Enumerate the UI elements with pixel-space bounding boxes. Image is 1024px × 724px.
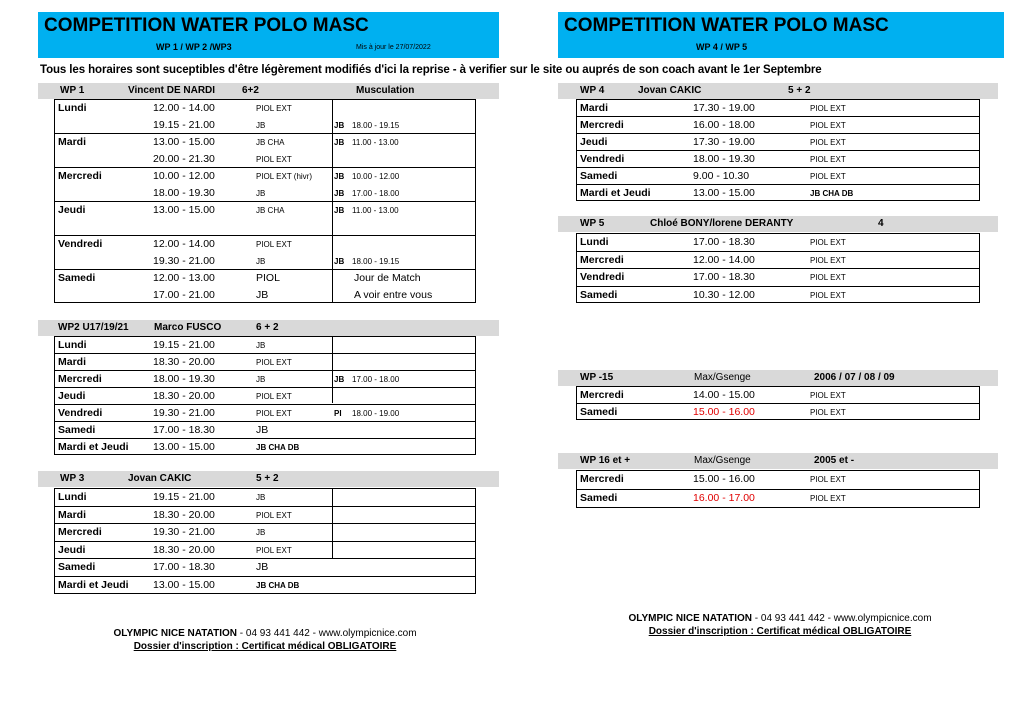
time-range: 17.00 - 18.30 bbox=[693, 271, 755, 283]
time-range: 10.30 - 12.00 bbox=[693, 288, 755, 301]
wp16-header bbox=[558, 453, 998, 469]
day-label: Lundi bbox=[58, 102, 87, 114]
wp15-table bbox=[576, 386, 980, 420]
location: PIOL EXT bbox=[256, 545, 292, 555]
time-range: 19.15 - 21.00 bbox=[153, 491, 215, 503]
time-range: 19.15 - 21.00 bbox=[153, 339, 215, 351]
location: JB CHA bbox=[256, 138, 285, 147]
wp1-row bbox=[55, 287, 475, 304]
extra-time: 10.00 - 12.00 bbox=[352, 172, 400, 181]
day-label: Vendredi bbox=[58, 238, 103, 250]
location: JB CHA DB bbox=[810, 189, 854, 198]
day-label: Mercredi bbox=[58, 373, 102, 385]
day-label: Jeudi bbox=[58, 204, 86, 216]
location: JB bbox=[256, 257, 266, 266]
divider bbox=[871, 268, 979, 269]
extra-time: 18.00 - 19.15 bbox=[352, 121, 400, 130]
wp15-coach: Max/Gsenge bbox=[694, 372, 751, 383]
location: JB bbox=[256, 121, 266, 130]
wp1-row bbox=[55, 270, 475, 287]
extra-time: 18.00 - 19.15 bbox=[352, 257, 400, 266]
time-range: 12.00 - 14.00 bbox=[153, 102, 215, 114]
time-range: 18.30 - 20.00 bbox=[153, 356, 215, 368]
footer-right-club: OLYMPIC NICE NATATION bbox=[628, 613, 752, 624]
time-range: 19.30 - 21.00 bbox=[153, 526, 215, 538]
wp4-row bbox=[577, 151, 979, 168]
divider bbox=[871, 251, 979, 252]
time-range: 17.30 - 19.00 bbox=[693, 136, 755, 148]
time-range: 16.00 - 18.00 bbox=[693, 119, 755, 131]
day-label: Mercredi bbox=[580, 389, 624, 401]
location: PIOL EXT (hivr) bbox=[256, 172, 313, 181]
wp16-coach: Max/Gsenge bbox=[694, 455, 751, 466]
wp1-extra: Musculation bbox=[356, 85, 415, 96]
wp1-header bbox=[38, 83, 499, 99]
location: PIOL EXT bbox=[256, 392, 292, 401]
day-label: Jeudi bbox=[58, 390, 86, 402]
wp1-row bbox=[55, 168, 475, 185]
extra-location: JB bbox=[334, 375, 345, 384]
divider bbox=[871, 167, 979, 168]
time-range: 18.30 - 20.00 bbox=[153, 543, 215, 556]
wp5-header bbox=[558, 216, 998, 232]
wp2-table bbox=[54, 336, 476, 455]
location: PIOL EXT bbox=[256, 358, 292, 367]
location: PIOL EXT bbox=[810, 408, 846, 417]
wp2-row bbox=[55, 439, 475, 456]
extra-location: PI bbox=[334, 409, 342, 418]
wp1-row bbox=[55, 236, 475, 253]
footer-left-dossier: Dossier d'inscription : Certificat médical OBLIGATOIRE bbox=[133, 641, 397, 652]
wp16-row bbox=[577, 490, 979, 509]
location: PIOL EXT bbox=[810, 138, 846, 147]
day-label: Samedi bbox=[580, 406, 618, 418]
location: JB bbox=[256, 189, 266, 198]
wp4-row bbox=[577, 168, 979, 185]
location: JB bbox=[256, 375, 266, 384]
wp5-coach: Chloé BONY/lorene DERANTY bbox=[650, 218, 794, 229]
extra-location: JB bbox=[334, 257, 345, 266]
location: PIOL EXT bbox=[810, 155, 846, 164]
wp3-row bbox=[55, 507, 475, 525]
time-range: 10.00 - 12.00 bbox=[153, 170, 215, 182]
time-range: 20.00 - 21.30 bbox=[153, 153, 215, 165]
wp16-group: WP 16 et + bbox=[580, 455, 631, 466]
time-range: 12.00 - 13.00 bbox=[153, 272, 215, 284]
day-label: Mardi et Jeudi bbox=[58, 441, 129, 453]
extra-location: JB bbox=[334, 121, 345, 130]
day-label: Samedi bbox=[58, 424, 96, 436]
update-date: Mis à jour le 27/07/2022 bbox=[356, 44, 431, 51]
time-range: 17.00 - 18.30 bbox=[153, 424, 215, 436]
time-range: 17.00 - 18.30 bbox=[693, 236, 755, 248]
wp5-row bbox=[577, 287, 979, 305]
extra-location: JB bbox=[334, 206, 345, 215]
wp1-row bbox=[55, 185, 475, 202]
day-label: Mardi bbox=[58, 356, 87, 368]
time-range: 18.00 - 19.30 bbox=[153, 373, 215, 385]
day-label: Mercredi bbox=[58, 170, 102, 182]
day-label: Mercredi bbox=[58, 526, 102, 538]
day-label: Samedi bbox=[580, 492, 618, 504]
time-range: 17.00 - 21.00 bbox=[153, 289, 215, 301]
wp2-row bbox=[55, 388, 475, 405]
wp1-row bbox=[55, 134, 475, 151]
wp2-count: 6 + 2 bbox=[256, 322, 279, 333]
wp3-row bbox=[55, 577, 475, 595]
extra-location: JB bbox=[334, 172, 345, 181]
time-range: 14.00 - 15.00 bbox=[693, 389, 755, 401]
extra-time: A voir entre vous bbox=[354, 289, 433, 301]
day-label: Samedi bbox=[580, 170, 618, 182]
day-label: Mardi bbox=[58, 508, 87, 521]
wp5-row bbox=[577, 269, 979, 287]
extra-time: 18.00 - 19.00 bbox=[352, 409, 400, 418]
wp15-years: 2006 / 07 / 08 / 09 bbox=[814, 372, 895, 383]
time-range: 19.30 - 21.00 bbox=[153, 407, 215, 419]
divider bbox=[871, 116, 979, 117]
wp15-row bbox=[577, 404, 979, 421]
time-range: 12.00 - 14.00 bbox=[693, 253, 755, 266]
notice-text: Tous les horaires sont suceptibles d'être légèrement modifiés d'ici la reprise - à verifier sur le site ou auprés de son coach avant le 1er Septembre bbox=[40, 64, 822, 76]
wp2-row bbox=[55, 354, 475, 371]
location: JB CHA bbox=[256, 206, 285, 215]
wp4-count: 5 + 2 bbox=[788, 85, 811, 96]
location: PIOL EXT bbox=[256, 104, 292, 113]
location: JB bbox=[256, 341, 266, 350]
extra-location: JB bbox=[334, 138, 345, 147]
wp4-row bbox=[577, 185, 979, 202]
divider bbox=[871, 150, 979, 151]
location: PIOL EXT bbox=[256, 409, 292, 418]
day-label: Samedi bbox=[58, 272, 96, 284]
wp4-row bbox=[577, 117, 979, 134]
location: PIOL EXT bbox=[256, 510, 292, 520]
location: JB CHA DB bbox=[256, 580, 300, 590]
left-banner-subtitle: WP 1 / WP 2 /WP3 bbox=[156, 42, 232, 52]
wp15-group: WP -15 bbox=[580, 372, 614, 383]
day-label: Jeudi bbox=[580, 136, 608, 148]
wp1-row bbox=[55, 202, 475, 219]
location: JB bbox=[256, 424, 269, 436]
location: PIOL EXT bbox=[810, 121, 846, 130]
right-banner-subtitle: WP 4 / WP 5 bbox=[696, 42, 748, 52]
footer-left bbox=[40, 628, 490, 652]
location: PIOL EXT bbox=[256, 240, 292, 249]
time-range: 12.00 - 14.00 bbox=[153, 238, 215, 250]
wp1-row bbox=[55, 100, 475, 117]
location: PIOL EXT bbox=[810, 238, 846, 247]
day-label: Lundi bbox=[580, 236, 609, 248]
location: PIOL EXT bbox=[810, 290, 846, 300]
time-range: 18.00 - 19.30 bbox=[693, 153, 755, 165]
wp3-header bbox=[38, 471, 499, 487]
wp5-row bbox=[577, 234, 979, 252]
wp3-table bbox=[54, 488, 476, 594]
time-range: 15.00 - 16.00 bbox=[693, 473, 755, 485]
wp1-row bbox=[55, 151, 475, 168]
day-label: Mardi bbox=[58, 136, 87, 148]
wp3-group: WP 3 bbox=[60, 473, 85, 484]
time-range: 19.30 - 21.00 bbox=[153, 255, 215, 267]
wp1-row bbox=[55, 117, 475, 134]
time-range: 19.15 - 21.00 bbox=[153, 119, 215, 131]
time-range: 18.30 - 20.00 bbox=[153, 508, 215, 521]
extra-time: Jour de Match bbox=[354, 272, 421, 284]
wp4-row bbox=[577, 134, 979, 151]
wp2-group: WP2 U17/19/21 bbox=[58, 322, 129, 333]
time-range: 13.00 - 15.00 bbox=[153, 441, 215, 453]
time-range: 18.30 - 20.00 bbox=[153, 390, 215, 402]
extra-time: 11.00 - 13.00 bbox=[352, 138, 399, 147]
wp5-table bbox=[576, 233, 980, 303]
location: JB CHA DB bbox=[256, 443, 300, 452]
day-label: Lundi bbox=[58, 339, 87, 351]
wp1-count: 6+2 bbox=[242, 85, 259, 96]
footer-right bbox=[555, 613, 1005, 637]
extra-time: 17.00 - 18.00 bbox=[352, 375, 400, 384]
location: PIOL bbox=[256, 272, 280, 284]
day-label: Samedi bbox=[58, 561, 96, 573]
wp1-row bbox=[55, 253, 475, 270]
wp1-group: WP 1 bbox=[60, 85, 85, 96]
time-range: 13.00 - 15.00 bbox=[693, 187, 755, 199]
location: JB bbox=[256, 561, 269, 573]
day-label: Jeudi bbox=[58, 543, 86, 556]
wp3-coach: Jovan CAKIC bbox=[128, 473, 192, 484]
wp16-years: 2005 et - bbox=[814, 455, 855, 466]
wp1-coach: Vincent DE NARDI bbox=[128, 85, 216, 96]
wp4-row bbox=[577, 100, 979, 117]
time-range: 13.00 - 15.00 bbox=[153, 136, 215, 148]
wp2-coach: Marco FUSCO bbox=[154, 322, 222, 333]
divider bbox=[871, 133, 979, 134]
left-banner-title: COMPETITION WATER POLO MASC bbox=[44, 15, 369, 36]
time-range: 18.00 - 19.30 bbox=[153, 187, 215, 199]
time-range: 9.00 - 10.30 bbox=[693, 170, 750, 182]
wp4-group: WP 4 bbox=[580, 85, 605, 96]
wp3-row bbox=[55, 542, 475, 560]
day-label: Mercredi bbox=[580, 253, 624, 266]
location: PIOL EXT bbox=[810, 494, 846, 503]
location: JB bbox=[256, 493, 266, 502]
wp2-row bbox=[55, 405, 475, 422]
location: PIOL EXT bbox=[810, 172, 846, 181]
wp1-row bbox=[55, 219, 475, 236]
day-label: Vendredi bbox=[580, 153, 625, 165]
location: PIOL EXT bbox=[810, 391, 846, 400]
time-range: 16.00 - 17.00 bbox=[693, 492, 755, 504]
extra-location: JB bbox=[334, 189, 345, 198]
extra-time: 17.00 - 18.00 bbox=[352, 189, 400, 198]
footer-left-club: OLYMPIC NICE NATATION bbox=[113, 628, 237, 639]
wp5-row bbox=[577, 252, 979, 270]
wp15-header bbox=[558, 370, 998, 386]
wp2-row bbox=[55, 371, 475, 388]
wp4-coach: Jovan CAKIC bbox=[638, 85, 702, 96]
wp1-table bbox=[54, 99, 476, 303]
wp2-row bbox=[55, 422, 475, 439]
location: PIOL EXT bbox=[256, 155, 292, 164]
time-range: 15.00 - 16.00 bbox=[693, 406, 755, 418]
wp3-row bbox=[55, 559, 475, 577]
wp2-header bbox=[38, 320, 499, 336]
wp16-table bbox=[576, 470, 980, 508]
wp5-count: 4 bbox=[878, 218, 884, 229]
left-banner bbox=[38, 12, 499, 58]
day-label: Lundi bbox=[58, 491, 87, 503]
day-label: Mardi et Jeudi bbox=[580, 187, 651, 199]
wp3-row bbox=[55, 489, 475, 507]
location: PIOL EXT bbox=[810, 255, 846, 265]
day-label: Vendredi bbox=[580, 271, 625, 283]
wp15-row bbox=[577, 387, 979, 404]
day-label: Mardi bbox=[580, 102, 609, 114]
wp3-row bbox=[55, 524, 475, 542]
day-label: Vendredi bbox=[58, 407, 103, 419]
footer-right-dossier: Dossier d'inscription : Certificat médical OBLIGATOIRE bbox=[648, 626, 912, 637]
extra-time: 11.00 - 13.00 bbox=[352, 206, 399, 215]
location: PIOL EXT bbox=[810, 104, 846, 113]
wp16-row bbox=[577, 471, 979, 490]
time-range: 13.00 - 15.00 bbox=[153, 204, 215, 216]
wp5-group: WP 5 bbox=[580, 218, 605, 229]
wp4-header bbox=[558, 83, 998, 99]
time-range: 13.00 - 15.00 bbox=[153, 578, 215, 591]
footer-left-contact: - 04 93 441 442 - www.olympicnice.com bbox=[237, 628, 417, 639]
time-range: 17.00 - 18.30 bbox=[153, 561, 215, 573]
day-label: Mardi et Jeudi bbox=[58, 578, 129, 591]
divider bbox=[871, 286, 979, 287]
day-label: Mercredi bbox=[580, 119, 624, 131]
day-label: Mercredi bbox=[580, 473, 624, 485]
location: PIOL EXT bbox=[810, 475, 846, 484]
divider bbox=[871, 184, 979, 185]
right-banner-title: COMPETITION WATER POLO MASC bbox=[564, 15, 889, 36]
time-range: 17.30 - 19.00 bbox=[693, 102, 755, 114]
wp3-count: 5 + 2 bbox=[256, 473, 279, 484]
footer-right-contact: - 04 93 441 442 - www.olympicnice.com bbox=[752, 613, 932, 624]
wp2-row bbox=[55, 337, 475, 354]
location: PIOL EXT bbox=[810, 273, 846, 282]
wp4-table bbox=[576, 99, 980, 201]
day-label: Samedi bbox=[580, 288, 618, 301]
location: JB bbox=[256, 528, 266, 537]
location: JB bbox=[256, 289, 269, 301]
right-banner bbox=[558, 12, 1004, 58]
